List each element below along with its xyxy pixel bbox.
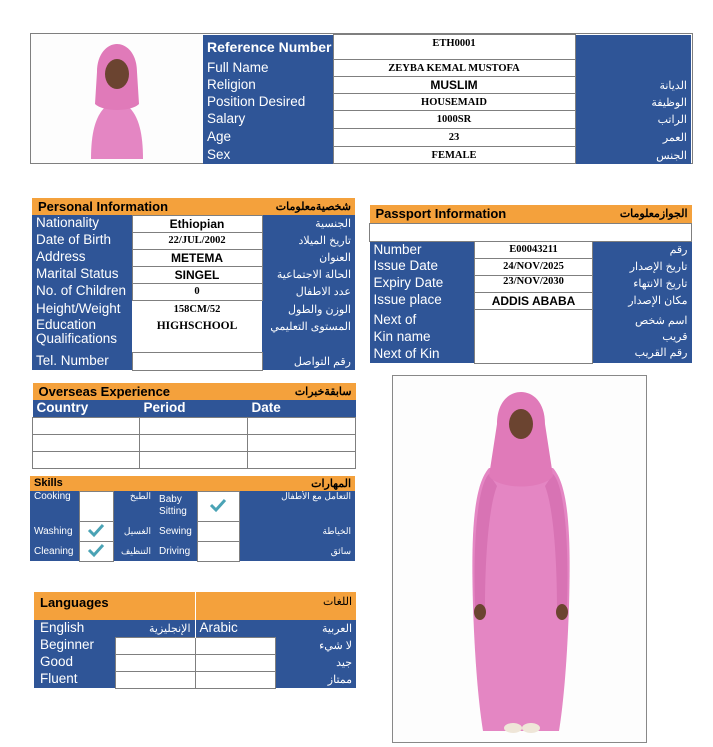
next-of-kin-value bbox=[475, 309, 593, 363]
header-label: Sex bbox=[203, 147, 333, 164]
passport-ar-label: رقم bbox=[593, 241, 692, 258]
passport-number-value: E00043211 bbox=[475, 241, 593, 258]
passport-ar-label: تاريخ الإصدار bbox=[593, 258, 692, 275]
issue-place-value: ADDIS ABABA bbox=[475, 292, 593, 309]
overseas-row bbox=[33, 434, 356, 451]
personal-ar-label: تاريخ الميلاد bbox=[262, 232, 355, 249]
skill-ar-label: التنظيف bbox=[113, 541, 155, 561]
header-table bbox=[203, 34, 691, 164]
check-icon bbox=[209, 497, 227, 513]
passport-row bbox=[370, 241, 692, 258]
skills-title-ar: المهارات bbox=[155, 476, 355, 491]
passport-ar-label: مكان الإصدار bbox=[593, 292, 692, 309]
dob-value: 22/JUL/2002 bbox=[132, 232, 262, 249]
portrait-photo-small bbox=[31, 34, 203, 163]
personal-info-title-ar: شخصيةمعلومات bbox=[262, 198, 355, 215]
personal-row bbox=[32, 283, 355, 300]
personal-info-table bbox=[32, 198, 355, 371]
languages-columns bbox=[34, 620, 356, 637]
level-label: Fluent bbox=[34, 671, 115, 688]
header-label: Position Desired bbox=[203, 94, 333, 111]
skill-label: Cleaning bbox=[30, 541, 79, 561]
personal-row bbox=[32, 352, 355, 370]
personal-label: Nationality bbox=[32, 215, 132, 232]
check-icon bbox=[87, 522, 105, 538]
full-body-figure bbox=[393, 376, 646, 742]
header-label: Age bbox=[203, 129, 333, 147]
passport-row bbox=[370, 292, 692, 309]
languages-title: Languages bbox=[34, 592, 195, 620]
header-ar-label: الديانة bbox=[575, 77, 691, 94]
language-level-row bbox=[34, 637, 356, 654]
passport-label: Number bbox=[370, 241, 475, 258]
passport-label: Expiry Date bbox=[370, 275, 475, 292]
header-row bbox=[203, 147, 691, 164]
header-row bbox=[203, 60, 691, 77]
header-block bbox=[30, 33, 693, 164]
skill-ar-label: سائق bbox=[239, 541, 355, 561]
height-weight-value: 158CM/52 bbox=[132, 300, 262, 318]
religion-value: MUSLIM bbox=[333, 77, 575, 94]
personal-label: Date of Birth bbox=[32, 232, 132, 249]
languages-header bbox=[34, 592, 356, 620]
skill-label: Washing bbox=[30, 521, 79, 541]
skill-checkbox-sewing[interactable] bbox=[197, 521, 239, 541]
language-english-ar: الإنجليزية bbox=[115, 620, 195, 637]
overseas-columns bbox=[33, 400, 356, 417]
kin-ar-3: رقم القريب bbox=[634, 347, 688, 359]
skill-checkbox-cooking[interactable] bbox=[79, 491, 113, 521]
next-of-kin-row bbox=[370, 309, 692, 363]
personal-row bbox=[32, 215, 355, 232]
personal-ar-label: الجنسية bbox=[262, 215, 355, 232]
education-value: HIGHSCHOOL bbox=[132, 318, 262, 352]
column-country: Country bbox=[33, 400, 140, 417]
check-icon bbox=[87, 542, 105, 558]
personal-row bbox=[32, 232, 355, 249]
passport-row bbox=[370, 275, 692, 292]
header-ar-label: العمر bbox=[575, 129, 691, 147]
personal-label: Height/Weight bbox=[32, 300, 132, 318]
passport-label: Issue place bbox=[370, 292, 475, 309]
personal-ar-label: رقم التواصل bbox=[262, 352, 355, 370]
header-row bbox=[203, 35, 691, 60]
level-ar-label: جيد bbox=[275, 654, 356, 671]
overseas-title: Overseas Experience bbox=[33, 383, 248, 400]
portrait-small-figure bbox=[31, 34, 203, 163]
expiry-date-value: 23/NOV/2030 bbox=[475, 275, 593, 292]
personal-label: Address bbox=[32, 249, 132, 266]
full-body-photo bbox=[392, 375, 647, 743]
passport-info-table bbox=[369, 205, 692, 364]
overseas-row bbox=[33, 451, 356, 468]
level-ar-label: ممتاز bbox=[275, 671, 356, 688]
passport-ar-label: تاريخ الانتهاء bbox=[593, 275, 692, 292]
header-label: Reference Number bbox=[203, 35, 333, 60]
passport-row bbox=[370, 258, 692, 275]
position-value: HOUSEMAID bbox=[333, 94, 575, 111]
level-label: Beginner bbox=[34, 637, 115, 654]
header-label: Salary bbox=[203, 111, 333, 129]
column-date: Date bbox=[248, 400, 356, 417]
skills-table bbox=[30, 476, 355, 562]
overseas-table bbox=[32, 383, 356, 469]
personal-label: Education Qualifications bbox=[32, 318, 132, 352]
kin-ar-1: اسم شخص bbox=[635, 315, 688, 327]
skill-checkbox-washing[interactable] bbox=[79, 521, 113, 541]
kin-label-3: Next of Kin bbox=[373, 346, 440, 361]
next-of-kin-label bbox=[370, 309, 475, 363]
passport-title: Passport Information bbox=[370, 205, 593, 223]
skill-checkbox-baby-sitting[interactable] bbox=[197, 491, 239, 521]
english-good-cell bbox=[115, 654, 195, 671]
personal-row bbox=[32, 300, 355, 318]
header-ar-label: الوظيفة bbox=[575, 94, 691, 111]
level-label: Good bbox=[34, 654, 115, 671]
header-label: Religion bbox=[203, 77, 333, 94]
age-value: 23 bbox=[333, 129, 575, 147]
personal-ar-label: الحالة الاجتماعية bbox=[262, 266, 355, 283]
marital-value: SINGEL bbox=[132, 266, 262, 283]
passport-header bbox=[370, 205, 692, 223]
personal-row bbox=[32, 249, 355, 266]
personal-row bbox=[32, 318, 355, 352]
skill-checkbox-cleaning[interactable] bbox=[79, 541, 113, 561]
languages-table bbox=[34, 592, 356, 689]
english-fluent-cell bbox=[115, 671, 195, 688]
skill-ar-label: الخياطة bbox=[239, 521, 355, 541]
nationality-value: Ethiopian bbox=[132, 215, 262, 232]
english-beginner-cell bbox=[115, 637, 195, 654]
language-arabic: Arabic bbox=[195, 620, 275, 637]
arabic-fluent-cell bbox=[195, 671, 275, 688]
children-value: 0 bbox=[132, 283, 262, 300]
header-row bbox=[203, 94, 691, 111]
personal-ar-label: المستوى التعليمي bbox=[262, 318, 355, 352]
passport-title-ar: الجوازمعلومات bbox=[593, 205, 692, 223]
skill-label: Cooking bbox=[30, 491, 79, 521]
header-label: Full Name bbox=[203, 60, 333, 77]
arabic-good-cell bbox=[195, 654, 275, 671]
skill-checkbox-driving[interactable] bbox=[197, 541, 239, 561]
personal-ar-label: عدد الاطفال bbox=[262, 283, 355, 300]
overseas-header bbox=[33, 383, 356, 400]
header-row bbox=[203, 77, 691, 94]
kin-label-2: Kin name bbox=[373, 329, 431, 344]
personal-label: Tel. Number bbox=[32, 352, 132, 370]
reference-number-value: ETH0001 bbox=[333, 35, 575, 60]
column-period: Period bbox=[140, 400, 248, 417]
personal-label: No. of Children bbox=[32, 283, 132, 300]
languages-title-ar: اللغات bbox=[195, 592, 356, 620]
skill-label: Baby Sitting bbox=[155, 491, 197, 521]
header-ar-label: الراتب bbox=[575, 111, 691, 129]
level-ar-label: لا شيء bbox=[275, 637, 356, 654]
personal-info-title: Personal Information bbox=[32, 198, 262, 215]
skills-header bbox=[30, 476, 355, 491]
skill-label: Driving bbox=[155, 541, 197, 561]
skills-title: Skills bbox=[30, 476, 155, 491]
skill-ar-label: التعامل مع الأطفال bbox=[239, 491, 355, 521]
header-ar-label: الجنس bbox=[575, 147, 691, 164]
personal-info-header bbox=[32, 198, 355, 215]
language-level-row bbox=[34, 654, 356, 671]
skills-row bbox=[30, 541, 355, 561]
tel-value bbox=[132, 352, 262, 370]
header-ar-label bbox=[575, 60, 691, 77]
passport-spacer bbox=[370, 223, 692, 241]
header-row bbox=[203, 129, 691, 147]
header-ar-label bbox=[575, 35, 691, 60]
arabic-beginner-cell bbox=[195, 637, 275, 654]
personal-ar-label: العنوان bbox=[262, 249, 355, 266]
issue-date-value: 24/NOV/2025 bbox=[475, 258, 593, 275]
language-level-row bbox=[34, 671, 356, 688]
skill-ar-label: الغسيل bbox=[113, 521, 155, 541]
personal-ar-label: الوزن والطول bbox=[262, 300, 355, 318]
address-value: METEMA bbox=[132, 249, 262, 266]
header-row bbox=[203, 111, 691, 129]
kin-label-1: Next of bbox=[373, 312, 417, 327]
skills-row bbox=[30, 521, 355, 541]
skills-row bbox=[30, 491, 355, 521]
overseas-title-ar: سابقةخبرات bbox=[248, 383, 356, 400]
overseas-row bbox=[33, 417, 356, 434]
personal-row bbox=[32, 266, 355, 283]
full-name-value: ZEYBA KEMAL MUSTOFA bbox=[333, 60, 575, 77]
skill-label: Sewing bbox=[155, 521, 197, 541]
next-of-kin-ar bbox=[593, 309, 692, 363]
sex-value: FEMALE bbox=[333, 147, 575, 164]
passport-label: Issue Date bbox=[370, 258, 475, 275]
language-arabic-ar: العربية bbox=[275, 620, 356, 637]
salary-value: 1000SR bbox=[333, 111, 575, 129]
language-english: English bbox=[34, 620, 115, 637]
skill-ar-label: الطبخ bbox=[113, 491, 155, 521]
personal-label: Marital Status bbox=[32, 266, 132, 283]
kin-ar-2: قريب bbox=[662, 331, 688, 343]
